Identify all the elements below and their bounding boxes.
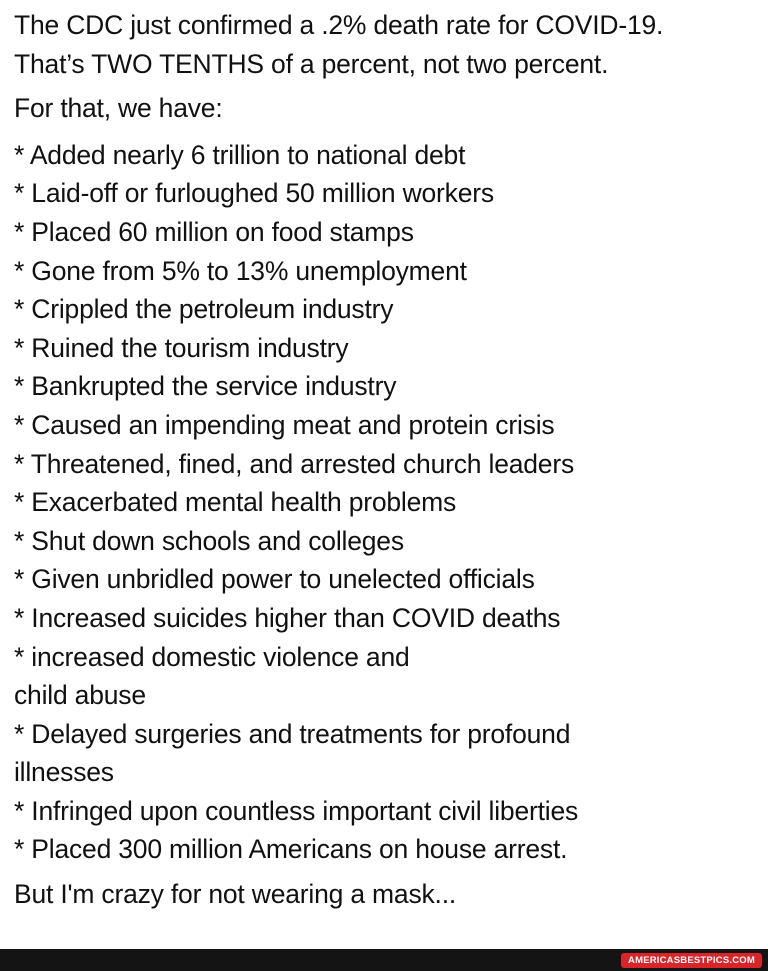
list-item: * Bankrupted the service industry <box>14 371 397 402</box>
list-item-continuation: child abuse <box>14 680 146 711</box>
list-item: * Threatened, fined, and arrested church leaders <box>14 448 575 479</box>
list-item: * Shut down schools and colleges <box>14 525 404 556</box>
list-item: * Exacerbated mental health problems <box>14 487 457 518</box>
list-item: * Delayed surgeries and treatments for profound <box>14 718 571 749</box>
list-item: * Placed 300 million Americans on house arrest. <box>14 834 568 865</box>
list-item: * increased domestic violence and <box>14 641 410 672</box>
closing-text: But I'm crazy for not wearing a mask... <box>14 879 457 910</box>
headline <box>14 6 758 83</box>
list-item: * Ruined the tourism industry <box>14 332 349 363</box>
list-item: * Given unbridled power to unelected officials <box>14 564 535 595</box>
headline-line-2: That’s TWO TENTHS of a percent, not two percent. <box>14 48 609 79</box>
list-item: * Placed 60 million on food stamps <box>14 216 414 247</box>
watermark-badge: AMERICASBESTPICS.COM <box>621 953 762 968</box>
list-item: * Crippled the petroleum industry <box>14 294 394 325</box>
post-text <box>14 6 758 914</box>
item-list <box>14 136 758 869</box>
headline-line-1: The CDC just confirmed a .2% death rate for COVID-19. <box>14 10 664 40</box>
list-item: * Gone from 5% to 13% unemployment <box>14 255 467 286</box>
list-item: * Laid-off or furloughed 50 million workers <box>14 178 494 209</box>
list-item: * Infringed upon countless important civil liberties <box>14 795 579 826</box>
list-item: * Increased suicides higher than COVID deaths <box>14 602 561 633</box>
list-item-continuation: illnesses <box>14 757 114 788</box>
list-item: * Added nearly 6 trillion to national debt <box>14 139 466 170</box>
intro-text: For that, we have: <box>14 93 223 124</box>
list-item: * Caused an impending meat and protein crisis <box>14 409 555 440</box>
footer-bar <box>0 949 768 971</box>
